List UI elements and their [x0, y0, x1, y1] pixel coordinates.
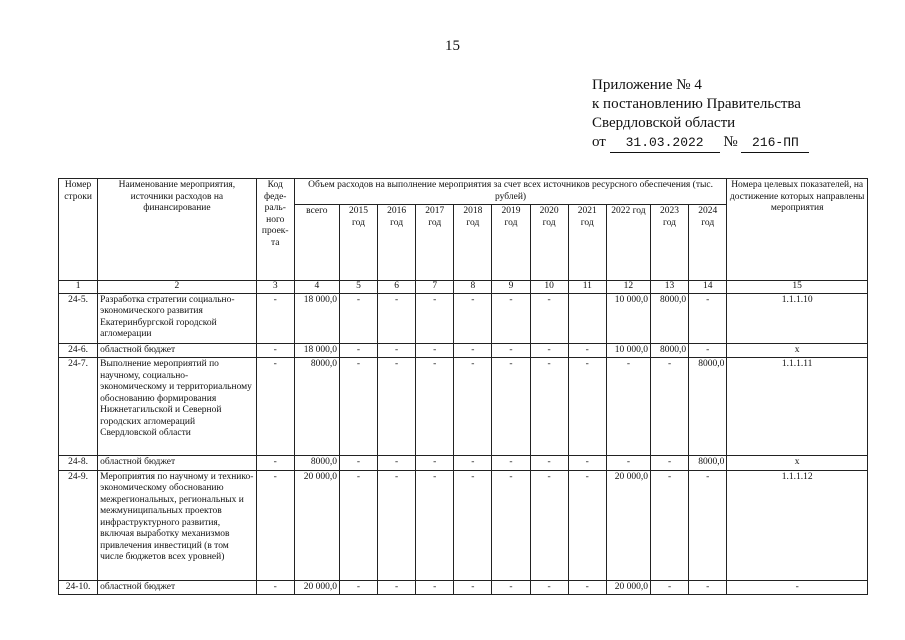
header-year: 2023 год [650, 205, 688, 281]
column-number: 2 [98, 281, 257, 294]
year-value: - [530, 343, 568, 358]
year-value: - [530, 358, 568, 456]
year-value: - [689, 293, 727, 343]
year-value: - [378, 580, 416, 595]
row-number: 24-5. [59, 293, 98, 343]
column-number: 9 [492, 281, 530, 294]
year-value: - [454, 358, 492, 456]
year-value: - [339, 580, 377, 595]
year-value: - [492, 293, 530, 343]
year-value: - [416, 343, 454, 358]
column-number: 14 [689, 281, 727, 294]
column-number: 13 [650, 281, 688, 294]
year-value: - [454, 456, 492, 471]
total-value: 20 000,0 [294, 580, 339, 595]
federal-code: - [256, 456, 294, 471]
table-body [59, 293, 868, 595]
year-value: - [530, 580, 568, 595]
table-row [59, 293, 868, 343]
column-numbers-row [59, 281, 868, 294]
row-name: Выполнение мероприятий по научному, социально-экономическому и территориальному обоснованию формирования Нижнетагильской и Северной городских агломераций Свердловской области [98, 358, 257, 456]
year-value: - [416, 580, 454, 595]
column-number: 7 [416, 281, 454, 294]
year-value: 10 000,0 [606, 343, 650, 358]
header-year: 2018 год [454, 205, 492, 281]
year-value: - [339, 293, 377, 343]
year-value: - [492, 580, 530, 595]
year-value: - [339, 343, 377, 358]
year-value: - [454, 580, 492, 595]
year-value: - [689, 580, 727, 595]
year-value: 8000,0 [650, 293, 688, 343]
year-value: - [568, 456, 606, 471]
row-name: областной бюджет [98, 580, 257, 595]
header-total: всего [294, 205, 339, 281]
year-value: - [530, 470, 568, 580]
row-number: 24-6. [59, 343, 98, 358]
year-value: - [650, 358, 688, 456]
header-year: 2022 год [606, 205, 650, 281]
header-name: Наименование мероприятия, источники расходов на финансирование [98, 179, 257, 281]
column-number: 10 [530, 281, 568, 294]
target-indicator: x [727, 343, 868, 358]
total-value: 8000,0 [294, 456, 339, 471]
year-value: 8000,0 [689, 358, 727, 456]
table-row [59, 470, 868, 580]
row-name: областной бюджет [98, 456, 257, 471]
year-value: - [339, 456, 377, 471]
appendix-date-line [592, 133, 809, 153]
appendix-decree: к постановлению Правительства [592, 96, 801, 112]
appendix-block [592, 76, 809, 153]
year-value: 10 000,0 [606, 293, 650, 343]
year-value: - [378, 343, 416, 358]
year-value: - [339, 470, 377, 580]
year-value: - [650, 456, 688, 471]
year-value: - [689, 343, 727, 358]
total-value: 18 000,0 [294, 343, 339, 358]
row-name: областной бюджет [98, 343, 257, 358]
header-year: 2017 год [416, 205, 454, 281]
column-number: 3 [256, 281, 294, 294]
page-number: 15 [445, 38, 460, 54]
year-value [568, 293, 606, 343]
year-value: - [416, 456, 454, 471]
year-value: - [650, 470, 688, 580]
target-indicator: 1.1.1.10 [727, 293, 868, 343]
year-value: - [568, 358, 606, 456]
header-row-number: Номер строки [59, 179, 98, 281]
row-number: 24-8. [59, 456, 98, 471]
header-federal-code: Код феде-раль-ного проек-та [256, 179, 294, 281]
total-value: 18 000,0 [294, 293, 339, 343]
year-value: 20 000,0 [606, 470, 650, 580]
year-value: - [568, 343, 606, 358]
table-row [59, 456, 868, 471]
year-value: - [454, 343, 492, 358]
header-targets: Номера целевых показателей, на достижение которых направлены мероприятия [727, 179, 868, 281]
column-number: 5 [339, 281, 377, 294]
year-value: 8000,0 [689, 456, 727, 471]
year-value: - [339, 358, 377, 456]
year-value: - [568, 580, 606, 595]
header-year: 2016 год [378, 205, 416, 281]
target-indicator: - [727, 580, 868, 595]
appendix-title: Приложение № 4 [592, 77, 702, 93]
year-value: - [530, 456, 568, 471]
year-value: - [492, 343, 530, 358]
year-value: - [416, 358, 454, 456]
year-value: 8000,0 [650, 343, 688, 358]
row-number: 24-7. [59, 358, 98, 456]
column-number: 1 [59, 281, 98, 294]
year-value: - [492, 358, 530, 456]
table-row [59, 580, 868, 595]
header-volume: Объем расходов на выполнение мероприятия за счет всех источников ресурсного обеспечения (тыс. рублей) [294, 179, 727, 205]
expenses-table [58, 178, 868, 595]
row-number: 24-9. [59, 470, 98, 580]
column-number: 4 [294, 281, 339, 294]
table-row [59, 358, 868, 456]
year-value: - [650, 580, 688, 595]
column-number: 8 [454, 281, 492, 294]
column-number: 6 [378, 281, 416, 294]
year-value: - [378, 293, 416, 343]
column-number: 15 [727, 281, 868, 294]
total-value: 8000,0 [294, 358, 339, 456]
federal-code: - [256, 343, 294, 358]
year-value: 20 000,0 [606, 580, 650, 595]
date-prefix: от [592, 134, 606, 150]
column-number: 12 [606, 281, 650, 294]
row-number: 24-10. [59, 580, 98, 595]
year-value: - [606, 358, 650, 456]
header-year: 2019 год [492, 205, 530, 281]
year-value: - [606, 456, 650, 471]
federal-code: - [256, 470, 294, 580]
table-row [59, 343, 868, 358]
row-name: Мероприятия по научному и технико-экономическому обоснованию межрегиональных, региональных и межмуниципальных проектов инфраструктурного развития, включая выработку механизмов привлечения инвестиций (в том числе бюджетов всех уровней) [98, 470, 257, 580]
appendix-region: Свердловской области [592, 115, 736, 131]
header-year: 2024 год [689, 205, 727, 281]
year-value: - [378, 456, 416, 471]
number-prefix: № [723, 134, 738, 150]
target-indicator: 1.1.1.11 [727, 358, 868, 456]
year-value: - [530, 293, 568, 343]
header-year: 2020 год [530, 205, 568, 281]
total-value: 20 000,0 [294, 470, 339, 580]
year-value: - [492, 456, 530, 471]
federal-code: - [256, 293, 294, 343]
year-value: - [689, 470, 727, 580]
header-year: 2021 год [568, 205, 606, 281]
year-value: - [454, 470, 492, 580]
federal-code: - [256, 358, 294, 456]
year-value: - [416, 293, 454, 343]
federal-code: - [256, 580, 294, 595]
year-value: - [378, 358, 416, 456]
year-value: - [416, 470, 454, 580]
target-indicator: 1.1.1.12 [727, 470, 868, 580]
header-year: 2015 год [339, 205, 377, 281]
year-value: - [378, 470, 416, 580]
row-name: Разработка стратегии социально-экономического развития Екатеринбургской городской агломерации [98, 293, 257, 343]
decree-date: 31.03.2022 [610, 133, 720, 153]
year-value: - [568, 470, 606, 580]
column-number: 11 [568, 281, 606, 294]
decree-number: 216-ПП [741, 133, 809, 153]
year-value: - [492, 470, 530, 580]
target-indicator: x [727, 456, 868, 471]
year-value: - [454, 293, 492, 343]
